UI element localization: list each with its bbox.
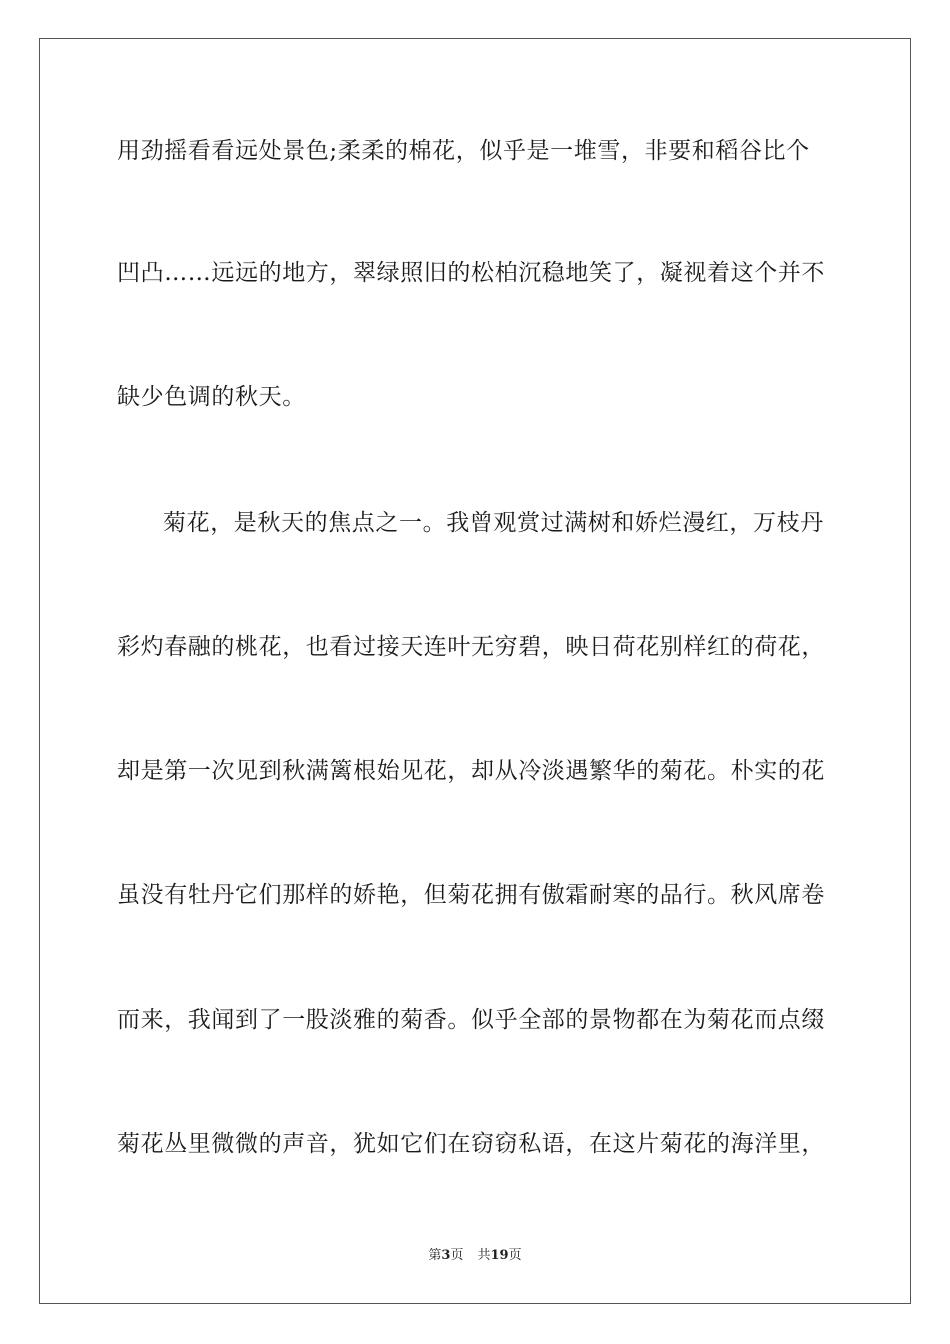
page-total: 19 (490, 1248, 509, 1263)
body-text-line-1: 用劲摇看看远处景色;柔柔的棉花，似乎是一堆雪，非要和稻谷比个 (117, 138, 810, 164)
page-footer (0, 1247, 950, 1265)
page-current: 3 (441, 1248, 451, 1263)
total-suffix: 页 (508, 1248, 522, 1263)
body-text-line-3: 缺少色调的秋天。 (117, 384, 306, 410)
body-text-line-2: 凹凸……远远的地方，翠绿照旧的松柏沉稳地笑了，凝视着这个并不 (117, 260, 825, 286)
body-text-line-8: 而来，我闻到了一股淡雅的菊香。似乎全部的景物都在为菊花而点缀 (117, 1007, 825, 1033)
body-text-line-7: 虽没有牡丹它们那样的娇艳，但菊花拥有傲霜耐寒的品行。秋风席卷 (117, 882, 825, 908)
body-text-line-4: 菊花，是秋天的焦点之一。我曾观赏过满树和娇烂漫红，万枝丹 (163, 510, 824, 536)
body-text-line-6: 却是第一次见到秋满篱根始见花，却从冷淡遇繁华的菊花。朴实的花 (117, 758, 825, 784)
body-text-line-5: 彩灼春融的桃花，也看过接天连叶无穷碧，映日荷花别样红的荷花， (117, 634, 825, 660)
page-frame (39, 38, 911, 1304)
page-prefix: 第 (428, 1248, 442, 1263)
page-suffix: 页 (450, 1248, 464, 1263)
total-prefix: 共 (477, 1248, 491, 1263)
body-text-line-9: 菊花丛里微微的声音，犹如它们在窃窃私语，在这片菊花的海洋里， (117, 1131, 825, 1157)
